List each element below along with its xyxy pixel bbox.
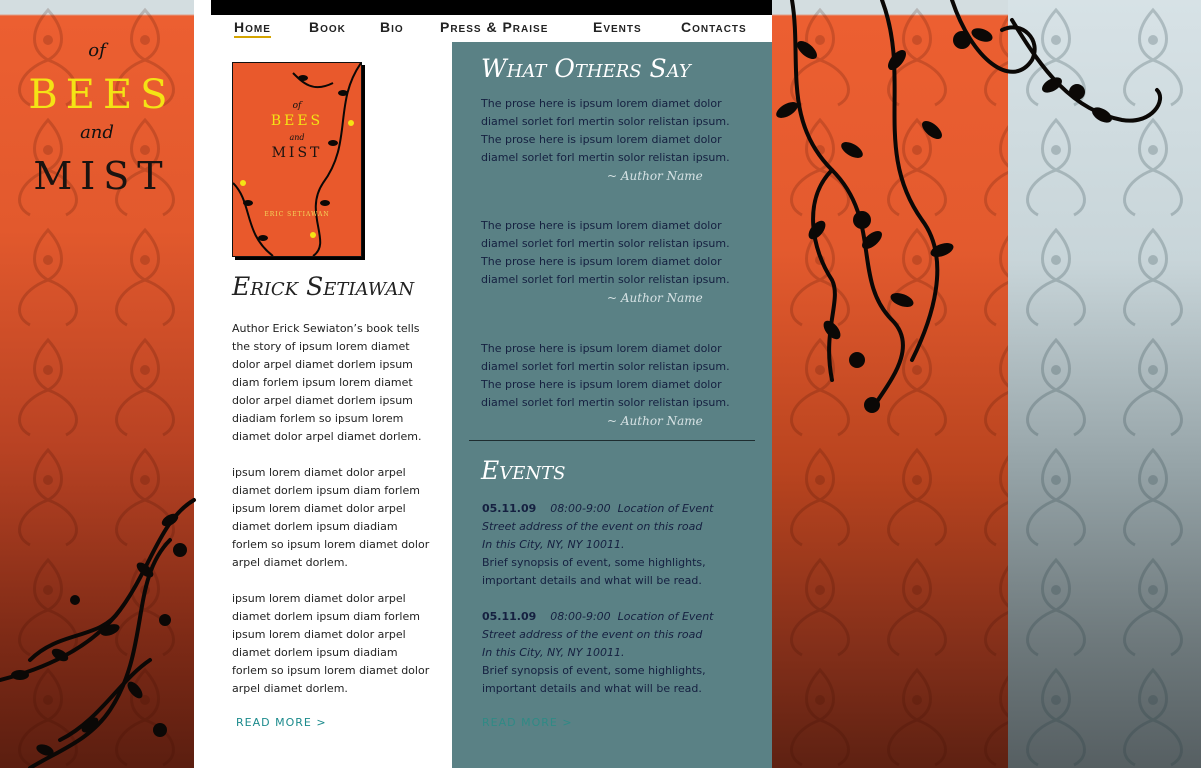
hero-title-mist: MIST xyxy=(33,154,171,198)
vine-illustration-right xyxy=(772,0,1172,420)
event-location: Location of Event xyxy=(617,502,714,515)
cover-and: and xyxy=(289,133,305,142)
nav-contacts[interactable]: Contacts xyxy=(681,19,747,35)
nav-home[interactable]: Home xyxy=(234,19,271,38)
event-location: Location of Event xyxy=(617,610,714,623)
testimonial-quote xyxy=(481,340,747,430)
book-cover-image[interactable] xyxy=(232,62,362,257)
event-street: Street address of the event on this road xyxy=(482,628,703,641)
author-column xyxy=(211,42,452,768)
event-city: In this City, NY, NY 10011. xyxy=(482,538,625,551)
section-divider xyxy=(469,440,755,441)
cover-bees: BEES xyxy=(270,113,324,129)
hero-title-of: of xyxy=(88,40,106,61)
event-synopsis: Brief synopsis of event, some highlights, important details and what will be read. xyxy=(482,664,706,695)
events-title: Events xyxy=(481,456,566,485)
author-name: Erick Setiawan xyxy=(232,272,415,301)
page-gutter xyxy=(194,0,211,768)
nav-press-praise[interactable]: Press & Praise xyxy=(440,19,549,35)
cover-mist: MIST xyxy=(271,145,323,161)
quote-author: ~ Author Name xyxy=(607,414,703,428)
quote-text: The prose here is ipsum lorem diamet dolor diamel sorlet forl mertin solor relistan ipsum. The prose here is ipsum lorem diamet dolor diamel sorlet forl mertin solor relistan ipsum. xyxy=(481,342,730,409)
nav-events[interactable]: Events xyxy=(593,19,642,35)
event-time: 08:00-9:00 xyxy=(550,502,611,515)
hero-title-and: and xyxy=(80,122,114,143)
hero-title xyxy=(0,40,194,196)
nav-book[interactable]: Book xyxy=(309,19,346,35)
nav-bio[interactable]: Bio xyxy=(380,19,404,35)
quote-text: The prose here is ipsum lorem diamet dolor diamel sorlet forl mertin solor relistan ipsum. The prose here is ipsum lorem diamet dolor diamel sorlet forl mertin solor relistan ipsum. xyxy=(481,97,730,164)
event-street: Street address of the event on this road xyxy=(482,520,703,533)
event-synopsis: Brief synopsis of event, some highlights, important details and what will be read. xyxy=(482,556,706,587)
event-item xyxy=(482,500,752,590)
quote-author: ~ Author Name xyxy=(607,291,703,305)
quote-author: ~ Author Name xyxy=(607,169,703,183)
bio-read-more-link[interactable]: READ MORE > xyxy=(236,716,327,729)
testimonial-quote xyxy=(481,95,747,185)
main-nav xyxy=(211,15,772,42)
bio-paragraph: ipsum lorem diamet dolor arpel diamet dorlem ipsum diam forlem ipsum lorem diamet dolor arpel diamet dorlem ipsum diadiam forlem so ipsum lorem diamet dolor arpel diamet dorlem. xyxy=(232,466,430,569)
quote-text: The prose here is ipsum lorem diamet dolor diamel sorlet forl mertin solor relistan ipsum. The prose here is ipsum lorem diamet dolor diamel sorlet forl mertin solor relistan ipsum. xyxy=(481,219,730,286)
bio-paragraph: Author Erick Sewiaton’s book tells the story of ipsum lorem diamet dolor arpel diamet dorlem ipsum diam forlem ipsum lorem diamet dolor arpel diamet dorlem ipsum diadiam forlem so ipsum lorem diamet dolor arpel diamet dorlem. xyxy=(232,322,422,443)
event-date: 05.11.09 xyxy=(482,610,537,623)
testimonial-quote xyxy=(481,217,747,307)
top-bar xyxy=(211,0,772,15)
vine-illustration-left xyxy=(0,480,194,768)
event-city: In this City, NY, NY 10011. xyxy=(482,646,625,659)
event-date: 05.11.09 xyxy=(482,502,537,515)
reviews-events-column xyxy=(452,42,772,768)
author-bio xyxy=(232,320,432,716)
testimonials-title: What Others Say xyxy=(481,54,691,83)
cover-author: ERIC SETIAWAN xyxy=(264,211,330,218)
event-time: 08:00-9:00 xyxy=(550,610,611,623)
hero-title-bees: BEES xyxy=(28,72,176,118)
cover-of: of xyxy=(292,101,302,111)
events-read-more-link[interactable]: READ MORE > xyxy=(482,716,573,729)
event-item xyxy=(482,608,752,698)
bio-paragraph: ipsum lorem diamet dolor arpel diamet dorlem ipsum diam forlem ipsum lorem diamet dolor arpel diamet dorlem ipsum diadiam forlem so ipsum lorem diamet dolor arpel diamet dorlem. xyxy=(232,592,430,695)
